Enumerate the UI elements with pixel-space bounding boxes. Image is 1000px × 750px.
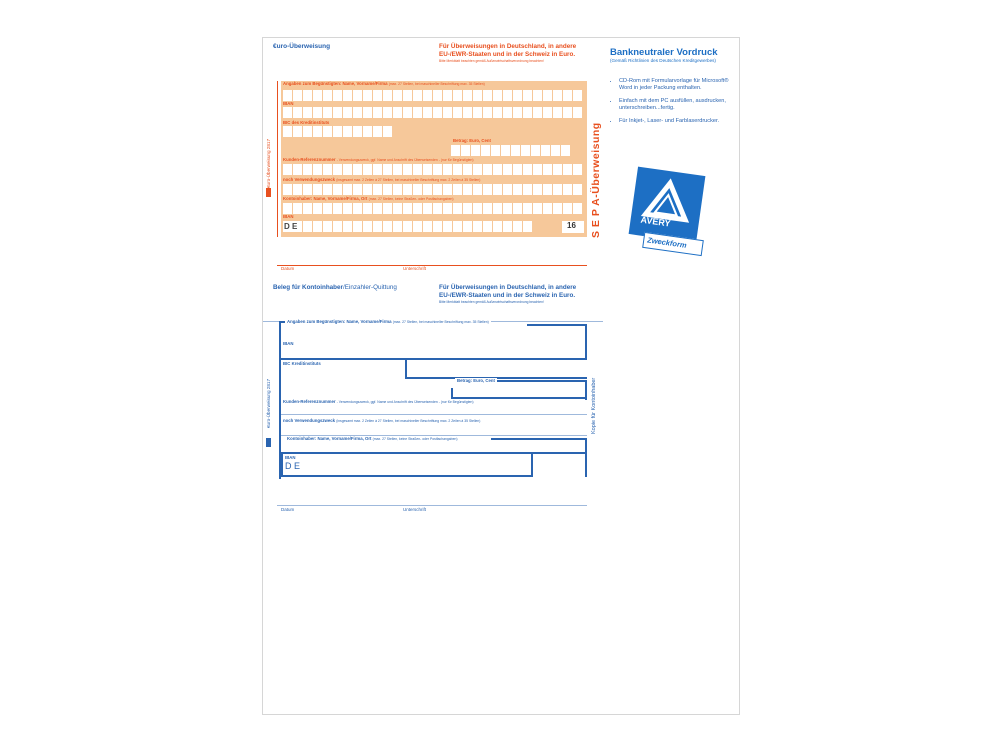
input-cell[interactable] xyxy=(493,184,502,195)
input-cell[interactable] xyxy=(303,203,312,214)
input-cell[interactable] xyxy=(423,90,432,101)
input-cell[interactable] xyxy=(503,107,512,118)
input-cell[interactable] xyxy=(363,90,372,101)
input-cell[interactable] xyxy=(383,107,392,118)
input-cell[interactable] xyxy=(433,90,442,101)
input-cell[interactable] xyxy=(443,90,452,101)
input-cell[interactable] xyxy=(443,107,452,118)
input-cell[interactable] xyxy=(363,164,372,175)
input-cell[interactable] xyxy=(463,203,472,214)
input-cell[interactable] xyxy=(573,164,582,175)
blue-country-code: D E xyxy=(285,461,301,471)
input-cell[interactable] xyxy=(383,126,392,137)
info-bullet: • Für Inkjet-, Laser- und Farblaserdrucker. xyxy=(619,118,739,125)
input-cell[interactable] xyxy=(323,107,332,118)
input-cell[interactable] xyxy=(513,184,522,195)
input-cell[interactable] xyxy=(473,184,482,195)
orange-header-line1: Für Überweisungen in Deutschland, in andere xyxy=(439,43,577,50)
input-cell[interactable] xyxy=(573,107,582,118)
input-cell[interactable] xyxy=(383,164,392,175)
blue-bic-label: BIC Kreditinstituts xyxy=(283,361,321,366)
input-cell[interactable] xyxy=(463,164,472,175)
input-cell[interactable] xyxy=(303,126,312,137)
input-cell[interactable] xyxy=(453,221,462,232)
input-cell[interactable] xyxy=(511,145,520,156)
input-cell[interactable] xyxy=(483,107,492,118)
input-cell[interactable] xyxy=(333,221,342,232)
input-cell[interactable] xyxy=(403,107,412,118)
orange-header-line2: EU-/EWR-Staaten und in der Schweiz in Euro. xyxy=(439,51,576,58)
input-cell[interactable] xyxy=(543,164,552,175)
input-cell[interactable] xyxy=(333,203,342,214)
sepa-side-title: S E P A-Überweisung xyxy=(590,122,602,238)
input-cell[interactable] xyxy=(313,203,322,214)
input-cell[interactable] xyxy=(463,107,472,118)
input-cell[interactable] xyxy=(443,184,452,195)
orange-amount-label: Betrag: Euro, Cent xyxy=(453,138,491,143)
avery-triangle-icon xyxy=(629,167,706,244)
input-cell[interactable] xyxy=(393,184,402,195)
input-cell[interactable] xyxy=(453,164,462,175)
input-cell[interactable] xyxy=(523,164,532,175)
input-cell[interactable] xyxy=(553,90,562,101)
input-cell[interactable] xyxy=(523,203,532,214)
input-cell[interactable] xyxy=(443,203,452,214)
input-cell[interactable] xyxy=(393,164,402,175)
input-cell[interactable] xyxy=(333,164,342,175)
input-cell[interactable] xyxy=(343,203,352,214)
receipt-title: Beleg für Kontoinhaber/Einzahler-Quittung xyxy=(273,284,397,291)
input-cell[interactable] xyxy=(463,184,472,195)
input-cell[interactable] xyxy=(533,164,542,175)
beneficiary-cells[interactable] xyxy=(283,90,582,101)
input-cell[interactable] xyxy=(293,203,302,214)
input-cell[interactable] xyxy=(343,126,352,137)
input-cell[interactable] xyxy=(433,164,442,175)
input-cell[interactable] xyxy=(313,90,322,101)
input-cell[interactable] xyxy=(481,145,490,156)
input-cell[interactable] xyxy=(323,221,332,232)
blue-date-label: Datum xyxy=(281,507,295,512)
input-cell[interactable] xyxy=(503,184,512,195)
input-cell[interactable] xyxy=(293,164,302,175)
blue-signature-label: Unterschrift xyxy=(403,507,427,512)
input-cell[interactable] xyxy=(483,203,492,214)
input-cell[interactable] xyxy=(443,164,452,175)
input-cell[interactable] xyxy=(493,107,502,118)
input-cell[interactable] xyxy=(313,184,322,195)
input-cell[interactable] xyxy=(503,203,512,214)
orange-holder-label: Kontoinhaber: Name, Vorname/Firma, Ort (max. 27 Stellen, keine Straßen- oder Postfachangaben) xyxy=(283,196,454,201)
input-cell[interactable] xyxy=(383,184,392,195)
orange-side-mark xyxy=(266,188,271,197)
form-sheet xyxy=(262,37,740,715)
input-cell[interactable] xyxy=(543,203,552,214)
input-cell[interactable] xyxy=(353,203,362,214)
input-cell[interactable] xyxy=(551,145,560,156)
input-cell[interactable] xyxy=(383,203,392,214)
input-cell[interactable] xyxy=(403,221,412,232)
input-cell[interactable] xyxy=(553,203,562,214)
input-cell[interactable] xyxy=(553,164,562,175)
input-cell[interactable] xyxy=(513,221,522,232)
input-cell[interactable] xyxy=(453,90,462,101)
input-cell[interactable] xyxy=(313,107,322,118)
orange-purpose-label: noch Verwendungszweck (insgesamt max. 2 Zeilen à 27 Stellen, bei maschineller Beschriftung max. 2 Zeilen à 35 Stellen) xyxy=(283,177,481,182)
blue-header-line2: EU-/EWR-Staaten und in der Schweiz in Euro. xyxy=(439,292,576,299)
input-cell[interactable] xyxy=(453,203,462,214)
orange-country-code: D E xyxy=(284,222,298,231)
input-cell[interactable] xyxy=(433,203,442,214)
input-cell[interactable] xyxy=(343,90,352,101)
input-cell[interactable] xyxy=(413,203,422,214)
orange-side-code: €uro-Überweisung 2817 xyxy=(266,138,271,188)
blue-header-small: Bitte Merkblatt beachten gemäß Außenwirtschaftsverordnung beachten! xyxy=(439,300,544,304)
input-cell[interactable] xyxy=(423,107,432,118)
input-cell[interactable] xyxy=(333,126,342,137)
input-cell[interactable] xyxy=(513,107,522,118)
input-cell[interactable] xyxy=(363,126,372,137)
input-cell[interactable] xyxy=(573,184,582,195)
input-cell[interactable] xyxy=(403,203,412,214)
iban-cells[interactable] xyxy=(283,107,582,118)
input-cell[interactable] xyxy=(543,107,552,118)
input-cell[interactable] xyxy=(343,184,352,195)
input-cell[interactable] xyxy=(523,221,532,232)
avery-logo xyxy=(629,167,706,244)
input-cell[interactable] xyxy=(323,203,332,214)
input-cell[interactable] xyxy=(283,184,292,195)
input-cell[interactable] xyxy=(503,221,512,232)
input-cell[interactable] xyxy=(513,203,522,214)
blue-holder-label: Kontoinhaber: Name, Vorname/Firma, Ort (max. 27 Stellen, keine Straßen- oder Postfachangaben) xyxy=(287,436,458,441)
input-cell[interactable] xyxy=(313,221,322,232)
input-cell[interactable] xyxy=(513,164,522,175)
blue-date-line xyxy=(277,505,587,506)
input-cell[interactable] xyxy=(393,203,402,214)
info-bullet: • CD-Rom mit Formularvorlage für Microsoft® Word in jeder Packung enthalten. xyxy=(619,78,739,92)
input-cell[interactable] xyxy=(553,184,562,195)
input-cell[interactable] xyxy=(333,90,342,101)
blue-purpose-label: noch Verwendungszweck (insgesamt max. 2 Zeilen à 27 Stellen, bei maschineller Beschriftung max. 2 Zeilen à 35 Stellen) xyxy=(283,418,481,423)
input-cell[interactable] xyxy=(521,145,530,156)
holder-cells[interactable] xyxy=(283,203,582,214)
input-cell[interactable] xyxy=(373,164,382,175)
orange-signature-label: Unterschrift xyxy=(403,266,427,271)
info-title: Bankneutraler Vordruck xyxy=(610,47,718,58)
input-cell[interactable] xyxy=(373,184,382,195)
blue-iban2-label: IBAN xyxy=(285,455,296,460)
input-cell[interactable] xyxy=(473,107,482,118)
input-cell[interactable] xyxy=(423,164,432,175)
input-cell[interactable] xyxy=(473,164,482,175)
input-cell[interactable] xyxy=(553,107,562,118)
blue-reference-label: Kunden-Referenznummer - Verwendungszweck, ggf. Name und Anschrift des Überweisenden - (nur für Begünstigten) xyxy=(283,399,474,404)
input-cell[interactable] xyxy=(423,184,432,195)
input-cell[interactable] xyxy=(541,145,550,156)
input-cell[interactable] xyxy=(343,164,352,175)
purpose-cells[interactable] xyxy=(283,184,582,195)
input-cell[interactable] xyxy=(471,145,480,156)
input-cell[interactable] xyxy=(463,90,472,101)
info-subtitle: (Gemäß Richtlinien des Deutschen Kreditgewerbes) xyxy=(610,58,716,63)
input-cell[interactable] xyxy=(473,90,482,101)
input-cell[interactable] xyxy=(543,90,552,101)
input-cell[interactable] xyxy=(493,221,502,232)
input-cell[interactable] xyxy=(493,203,502,214)
input-cell[interactable] xyxy=(523,107,532,118)
input-cell[interactable] xyxy=(303,107,312,118)
input-cell[interactable] xyxy=(503,90,512,101)
input-cell[interactable] xyxy=(563,184,572,195)
input-cell[interactable] xyxy=(573,203,582,214)
blue-header-line1: Für Überweisungen in Deutschland, in andere xyxy=(439,284,577,291)
zweckform-text: Zweckform xyxy=(646,235,688,250)
blue-side-code: €uro-Überweisung 2817 xyxy=(266,378,271,428)
input-cell[interactable] xyxy=(453,107,462,118)
input-cell[interactable] xyxy=(283,107,292,118)
input-cell[interactable] xyxy=(323,90,332,101)
input-cell[interactable] xyxy=(303,164,312,175)
input-cell[interactable] xyxy=(413,221,422,232)
input-cell[interactable] xyxy=(363,203,372,214)
euro-transfer-title: €uro-Überweisung xyxy=(273,43,331,50)
input-cell[interactable] xyxy=(293,107,302,118)
input-cell[interactable] xyxy=(433,107,442,118)
input-cell[interactable] xyxy=(313,164,322,175)
copy-side-title: Kopie für Kontoinhaber xyxy=(591,377,597,434)
blue-iban-label: IBAN xyxy=(283,341,294,346)
input-cell[interactable] xyxy=(293,126,302,137)
input-cell[interactable] xyxy=(523,90,532,101)
input-cell[interactable] xyxy=(363,221,372,232)
reference-cells[interactable] xyxy=(283,164,582,175)
input-cell[interactable] xyxy=(483,90,492,101)
input-cell[interactable] xyxy=(323,126,332,137)
orange-bic-label: BIC des Kreditinstituts xyxy=(283,120,330,125)
input-cell[interactable] xyxy=(333,184,342,195)
form-number: 16 xyxy=(567,221,576,230)
orange-date-label: Datum xyxy=(281,266,295,271)
input-cell[interactable] xyxy=(563,107,572,118)
input-cell[interactable] xyxy=(463,221,472,232)
input-cell[interactable] xyxy=(283,203,292,214)
input-cell[interactable] xyxy=(423,221,432,232)
input-cell[interactable] xyxy=(353,107,362,118)
input-cell[interactable] xyxy=(353,184,362,195)
input-cell[interactable] xyxy=(343,221,352,232)
input-cell[interactable] xyxy=(303,221,312,232)
input-cell[interactable] xyxy=(493,164,502,175)
input-cell[interactable] xyxy=(383,221,392,232)
input-cell[interactable] xyxy=(393,221,402,232)
input-cell[interactable] xyxy=(383,90,392,101)
input-cell[interactable] xyxy=(433,184,442,195)
input-cell[interactable] xyxy=(513,90,522,101)
input-cell[interactable] xyxy=(533,90,542,101)
input-cell[interactable] xyxy=(563,203,572,214)
input-cell[interactable] xyxy=(573,90,582,101)
input-cell[interactable] xyxy=(373,203,382,214)
input-cell[interactable] xyxy=(403,184,412,195)
input-cell[interactable] xyxy=(461,145,470,156)
input-cell[interactable] xyxy=(483,184,492,195)
input-cell[interactable] xyxy=(353,221,362,232)
input-cell[interactable] xyxy=(363,107,372,118)
input-cell[interactable] xyxy=(373,107,382,118)
input-cell[interactable] xyxy=(443,221,452,232)
input-cell[interactable] xyxy=(323,184,332,195)
input-cell[interactable] xyxy=(533,184,542,195)
blue-beneficiary-label: Angaben zum Begünstigten: Name, Vorname/Firma (max. 27 Stellen, bei maschineller Beschriftung max. 35 Stellen) xyxy=(287,319,489,324)
input-cell[interactable] xyxy=(373,126,382,137)
input-cell[interactable] xyxy=(283,164,292,175)
input-cell[interactable] xyxy=(283,90,292,101)
input-cell[interactable] xyxy=(423,203,432,214)
input-cell[interactable] xyxy=(473,221,482,232)
input-cell[interactable] xyxy=(413,164,422,175)
orange-reference-label: Kunden-Referenznummer - Verwendungszweck, ggf. Name und Anschrift des Überweisenden - (nur für Begünstigten) xyxy=(283,157,474,162)
input-cell[interactable] xyxy=(393,90,402,101)
input-cell[interactable] xyxy=(363,184,372,195)
input-cell[interactable] xyxy=(533,107,542,118)
amount-cells[interactable] xyxy=(451,145,570,156)
input-cell[interactable] xyxy=(503,164,512,175)
info-bullet: • Einfach mit dem PC ausfüllen, ausdrucken, unterschreiben...fertig. xyxy=(619,98,739,112)
input-cell[interactable] xyxy=(483,221,492,232)
input-cell[interactable] xyxy=(483,164,492,175)
input-cell[interactable] xyxy=(373,221,382,232)
orange-iban-label: IBAN xyxy=(283,101,294,106)
input-cell[interactable] xyxy=(491,145,500,156)
avery-brand: AVERY xyxy=(640,214,672,229)
input-cell[interactable] xyxy=(373,90,382,101)
orange-iban2-label: IBAN xyxy=(283,214,294,219)
input-cell[interactable] xyxy=(501,145,510,156)
input-cell[interactable] xyxy=(531,145,540,156)
input-cell[interactable] xyxy=(293,184,302,195)
input-cell[interactable] xyxy=(413,107,422,118)
input-cell[interactable] xyxy=(303,184,312,195)
input-cell[interactable] xyxy=(563,164,572,175)
input-cell[interactable] xyxy=(453,184,462,195)
input-cell[interactable] xyxy=(561,145,570,156)
input-cell[interactable] xyxy=(303,90,312,101)
input-cell[interactable] xyxy=(393,107,402,118)
input-cell[interactable] xyxy=(473,203,482,214)
bic-cells[interactable] xyxy=(283,126,392,137)
orange-date-line xyxy=(277,265,587,266)
input-cell[interactable] xyxy=(353,90,362,101)
input-cell[interactable] xyxy=(323,164,332,175)
input-cell[interactable] xyxy=(413,90,422,101)
orange-beneficiary-label: Angaben zum Begünstigten: Name, Vorname/Firma (max. 27 Stellen, bei maschineller Beschriftung max. 35 Stellen) xyxy=(283,81,485,86)
input-cell[interactable] xyxy=(283,126,292,137)
input-cell[interactable] xyxy=(413,184,422,195)
input-cell[interactable] xyxy=(543,184,552,195)
input-cell[interactable] xyxy=(343,107,352,118)
input-cell[interactable] xyxy=(533,203,542,214)
blue-amount-label: Betrag: Euro, Cent xyxy=(457,378,495,383)
input-cell[interactable] xyxy=(493,90,502,101)
input-cell[interactable] xyxy=(563,90,572,101)
input-cell[interactable] xyxy=(433,221,442,232)
input-cell[interactable] xyxy=(313,126,322,137)
input-cell[interactable] xyxy=(333,107,342,118)
input-cell[interactable] xyxy=(523,184,532,195)
input-cell[interactable] xyxy=(353,126,362,137)
input-cell[interactable] xyxy=(451,145,460,156)
orange-header-small: Bitte Merkblatt beachten gemäß Außenwirtschaftsverordnung beachten! xyxy=(439,59,544,63)
input-cell[interactable] xyxy=(403,164,412,175)
info-bullets xyxy=(611,78,739,131)
input-cell[interactable] xyxy=(293,90,302,101)
input-cell[interactable] xyxy=(353,164,362,175)
input-cell[interactable] xyxy=(403,90,412,101)
blue-side-mark xyxy=(266,438,271,447)
